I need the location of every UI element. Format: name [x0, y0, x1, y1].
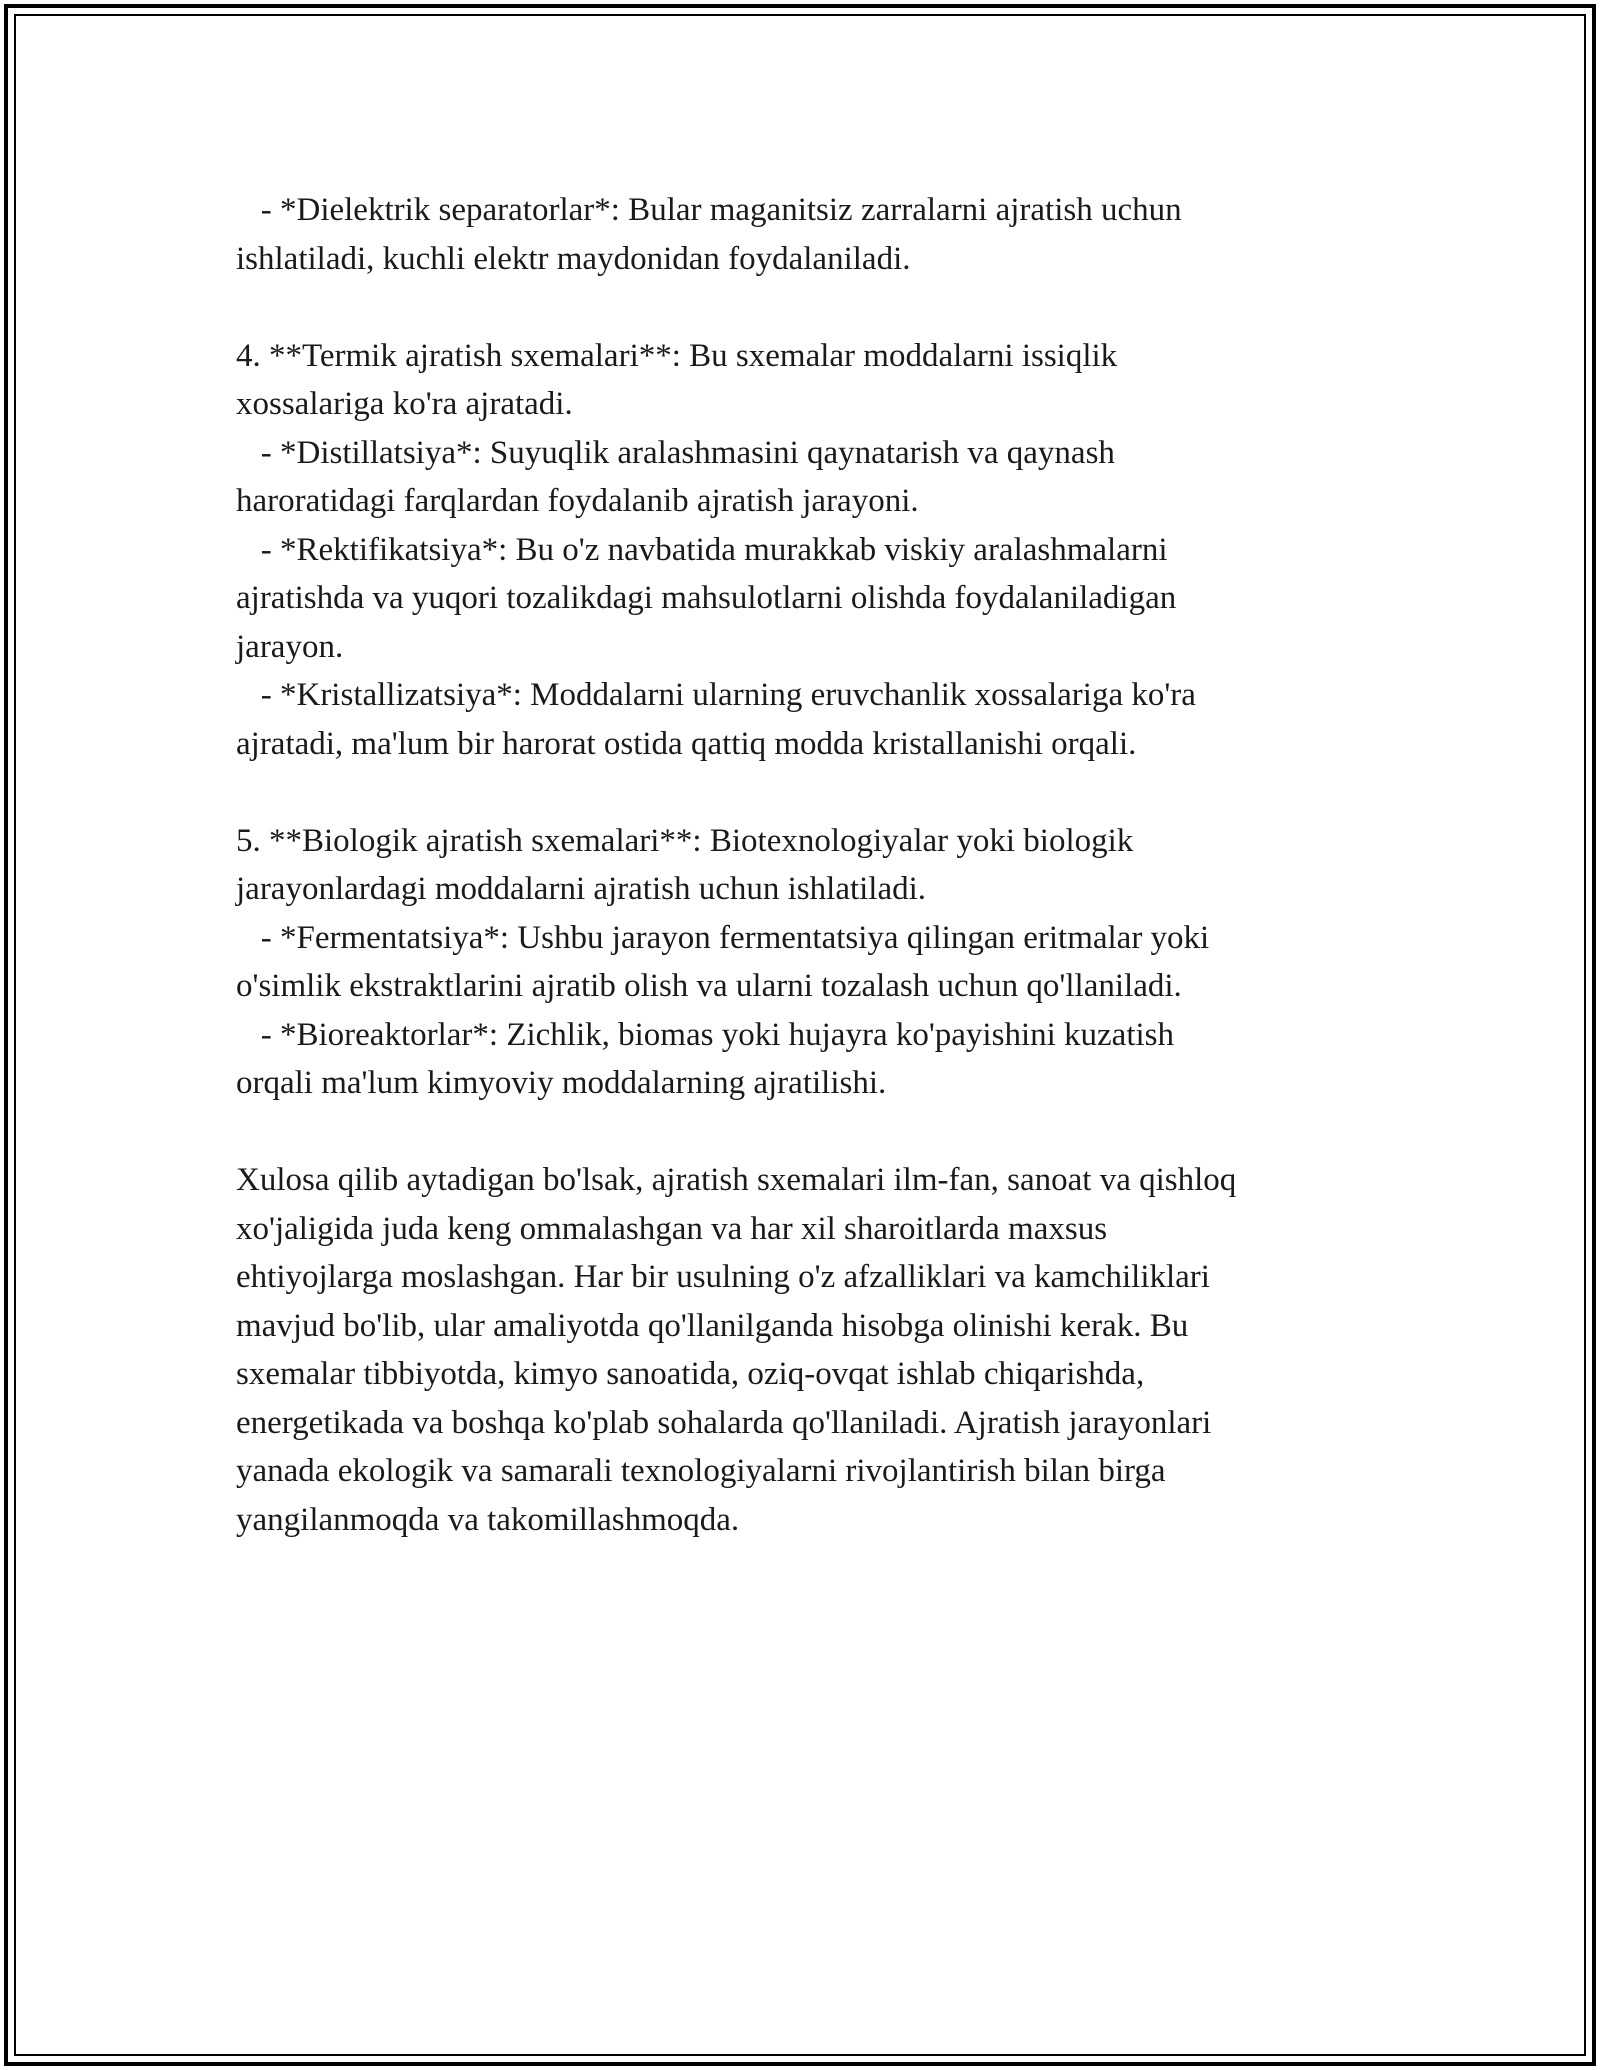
paragraph-biologik — [236, 817, 1366, 1108]
text-line: - *Rektifikatsiya*: Bu o'z navbatida murakkab viskiy aralashmalarni — [236, 531, 1168, 568]
document-body — [236, 186, 1366, 1544]
text-line: 4. **Termik ajratish sxemalari**: Bu sxemalar moddalarni issiqlik — [236, 337, 1118, 374]
text-line: jarayonlardagi moddalarni ajratish uchun ishlatiladi. — [236, 871, 927, 907]
paragraph-xulosa — [236, 1156, 1366, 1544]
paragraph-termik — [236, 332, 1366, 769]
text-line: sxemalar tibbiyotda, kimyo sanoatida, oziq-ovqat ishlab chiqarishda, — [236, 1356, 1145, 1392]
text-line: xo'jaligida juda keng ommalashgan va har xil sharoitlarda maxsus — [236, 1210, 1108, 1247]
text-line: - *Distillatsiya*: Suyuqlik aralashmasini qaynatarish va qaynash — [236, 434, 1115, 471]
text-line: ishlatiladi, kuchli elektr maydonidan foydalaniladi. — [236, 240, 911, 277]
text-line: haroratidagi farqlardan foydalanib ajratish jarayoni. — [236, 483, 919, 519]
text-line: - *Bioreaktorlar*: Zichlik, biomas yoki hujayra ko'payishini kuzatish — [236, 1016, 1175, 1053]
text-line: Xulosa qilib aytadigan bo'lsak, ajratish sxemalari ilm-fan, sanoat va qishloq — [236, 1162, 1237, 1198]
text-line: 5. **Biologik ajratish sxemalari**: Biotexnologiyalar yoki biologik — [236, 822, 1134, 859]
text-line: xossalariga ko'ra ajratadi. — [236, 386, 573, 422]
text-line: ajratadi, ma'lum bir harorat ostida qattiq modda kristallanishi orqali. — [236, 725, 1137, 762]
paragraph-gap — [236, 768, 1366, 817]
text-line: ehtiyojlarga moslashgan. Har bir usulning o'z afzalliklari va kamchiliklari — [236, 1259, 1210, 1295]
text-line: mavjud bo'lib, ular amaliyotda qo'llanilganda hisobga olinishi kerak. Bu — [236, 1307, 1189, 1344]
text-line: o'simlik ekstraktlarini ajratib olish va ularni tozalash uchun qo'llaniladi. — [236, 968, 1182, 1004]
text-line: - *Dielektrik separatorlar*: Bular maganitsiz zarralarni ajratish uchun — [236, 192, 1182, 228]
paragraph-gap — [236, 283, 1366, 332]
text-line: - *Fermentatsiya*: Ushbu jarayon fermentatsiya qilingan eritmalar yoki — [236, 919, 1210, 956]
text-line: yanada ekologik va samarali texnologiyalarni rivojlantirish bilan birga — [236, 1453, 1166, 1489]
text-line: jarayon. — [236, 628, 344, 665]
text-line: yangilanmoqda va takomillashmoqda. — [236, 1501, 740, 1538]
text-line: ajratishda va yuqori tozalikdagi mahsulotlarni olishda foydalaniladigan — [236, 580, 1177, 616]
text-line: energetikada va boshqa ko'plab sohalarda qo'llaniladi. Ajratish jarayonlari — [236, 1404, 1212, 1441]
text-line: orqali ma'lum kimyoviy moddalarning ajratilishi. — [236, 1065, 887, 1101]
text-line: - *Kristallizatsiya*: Moddalarni ularning eruvchanlik xossalariga ko'ra — [236, 677, 1196, 713]
paragraph-dielektrik — [236, 186, 1366, 283]
paragraph-gap — [236, 1108, 1366, 1157]
